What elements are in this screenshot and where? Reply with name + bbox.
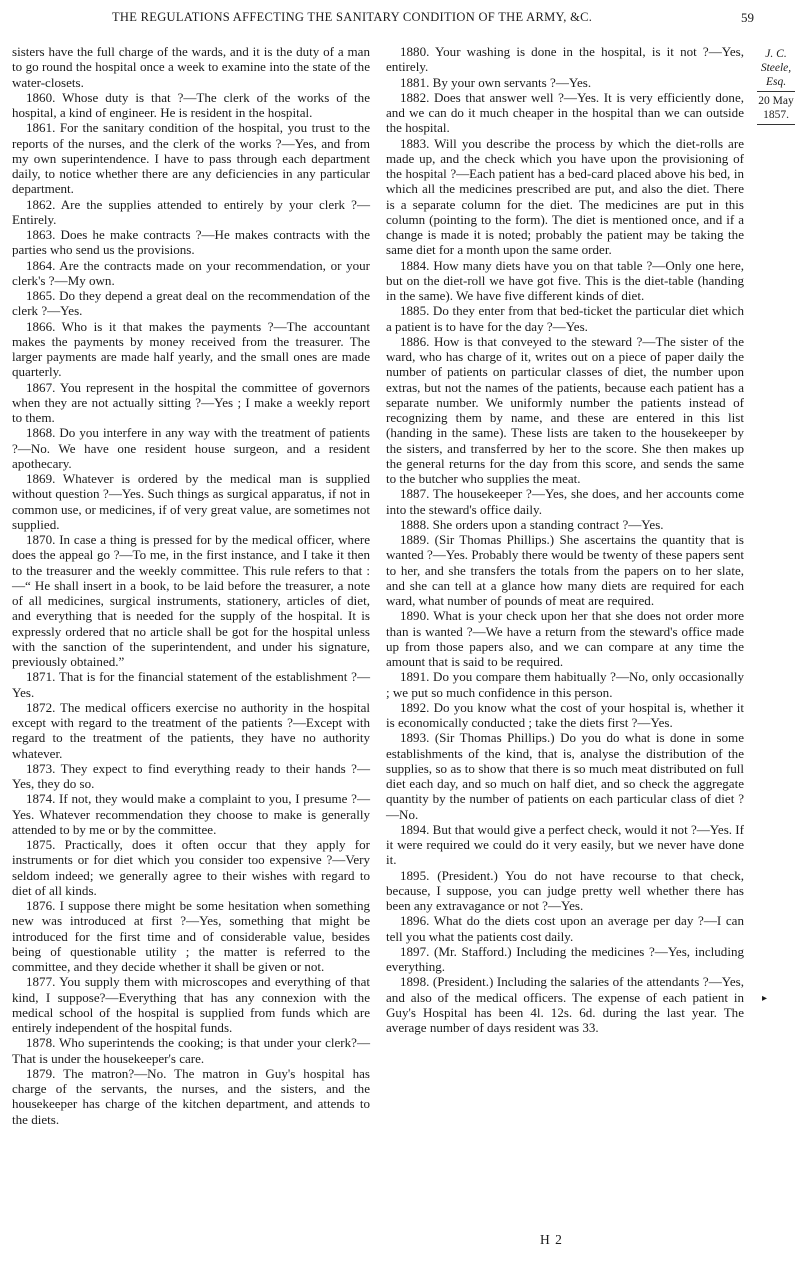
running-title: THE REGULATIONS AFFECTING THE SANITARY CONDITION OF THE ARMY, &C. (112, 10, 593, 24)
evidence-paragraph: 1895. (President.) You do not have recourse to that check, because, I suppose, you can judge pretty well whether there has been any extravagance or not ?—Yes. (386, 867, 744, 913)
evidence-paragraph: 1885. Do they enter from that bed-ticket the particular diet which a patient is to have for the day ?—Yes. (386, 303, 744, 334)
evidence-paragraph: 1880. Your washing is done in the hospital, is it not ?—Yes, entirely. (386, 44, 744, 75)
evidence-paragraph: 1865. Do they depend a great deal on the recommendation of the clerk ?—Yes. (12, 288, 370, 319)
evidence-paragraph: 1884. How many diets have you on that table ?—Only one here, but on the diet-roll we have got five. This is the diet-table (handing in the same). We have five different kinds of diet. (386, 257, 744, 303)
evidence-paragraph: 1868. Do you interfere in any way with the treatment of patients ?—No. We have one resident house surgeon, and a resident apothecary. (12, 425, 370, 471)
evidence-paragraph: 1871. That is for the financial statement of the establishment ?—Yes. (12, 669, 370, 700)
evidence-paragraph: 1892. Do you know what the cost of your hospital is, whether it is economically conducted ; take the diets first ?—Yes. (386, 699, 744, 730)
witness-suffix: Esq. (765, 76, 787, 88)
witness-name: J. C. Steele, (760, 48, 792, 74)
sidenote-rule (757, 124, 795, 125)
witness-sidenote (752, 47, 800, 127)
evidence-paragraph: 1898. (President.) Including the salaries of the attendants ?—Yes, and also of the medical officers. The expense of each patient in Guy's Hospital has been 4l. 12s. 6d. during the last year. The average number of days resident was 33. (386, 974, 744, 1035)
evidence-paragraph: 1869. Whatever is ordered by the medical man is supplied without question ?—Yes. Such things as surgical apparatus, if not in common use, or medicines, if of very great value, are sometimes not supplied. (12, 471, 370, 532)
evidence-paragraph: sisters have the full charge of the wards, and it is the duty of a man to go round the hospital once a week to examine into the state of the water-closets. (12, 44, 370, 90)
evidence-paragraph: 1861. For the sanitary condition of the hospital, you trust to the reports of the nurses, and the clerk of the works ?—Yes, and from my own superintendence. I have to pass through each department daily, to notice whether there are any deficiencies in any particular department. (12, 120, 370, 197)
evidence-paragraph: 1872. The medical officers exercise no authority in the hospital except with regard to the treatment of the patients ?—Except with regard to the treatment of the patients, they have no authority whatever. (12, 699, 370, 761)
evidence-paragraph: 1890. What is your check upon her that she does not order more than is wanted ?—We have a return from the steward's office made up from those papers also, and we can compare at any time the amount that is said to be required. (386, 608, 744, 669)
evidence-paragraph: 1866. Who is it that makes the payments ?—The accountant makes the payments by money received from the treasurer. The larger payments are made half yearly, and the small ones are made quarterly. (12, 318, 370, 380)
margin-marker-icon: ▸ (762, 993, 768, 1004)
evidence-paragraph: 1894. But that would give a perfect check, would it not ?—Yes. If it were required we could do it very easily, but we never have done it. (386, 821, 744, 868)
evidence-paragraph: 1876. I suppose there might be some hesitation when something new was introduced at first ?—Yes, something that might be introduced for the first time and of considerable value, besides being of questionable utility ; the matter is referred to the committee, and they decide whether it shall be given or not. (12, 898, 370, 974)
evidence-paragraph: 1891. Do you compare them habitually ?—No, only occasionally ; we put so much confidence in this person. (386, 669, 744, 700)
evidence-paragraph: 1897. (Mr. Stafford.) Including the medicines ?—Yes, including everything. (386, 943, 744, 974)
evidence-paragraph: 1886. How is that conveyed to the steward ?—The sister of the ward, who has charge of it, writes out on a piece of paper daily the number of patients on particular classes of diet, the number upon extras, but not the names of the patients, because each patient has a separate number. We uniformly number the patients instead of recognizing them by name, and these are entered in this list (handing in the same). These lists are taken to the housekeeper by the sisters, and transferred by her to the score. She then makes up the general returns for the day from this score, and sends the same to the butcher who supplies the meat. (386, 333, 744, 486)
evidence-paragraph: 1888. She orders upon a standing contract ?—Yes. (400, 516, 664, 532)
running-head (12, 10, 754, 34)
evidence-paragraph: 1863. Does he make contracts ?—He makes contracts with the parties who send us the provisions. (12, 227, 370, 258)
right-column (386, 44, 744, 1035)
evidence-paragraph: 1887. The housekeeper ?—Yes, she does, and her accounts come into the steward's office daily. (386, 486, 744, 517)
evidence-paragraph: 1878. Who superintends the cooking; is that under your clerk?—That is under the housekeeper's care. (12, 1035, 370, 1066)
page-number: 59 (741, 10, 754, 25)
left-column (12, 44, 370, 1127)
evidence-paragraph: 1860. Whose duty is that ?—The clerk of the works of the hospital, a kind of engineer. He is resident in the hospital. (12, 89, 370, 120)
evidence-paragraph: 1889. (Sir Thomas Phillips.) She ascertains the quantity that is wanted ?—Yes. Probably there would be twenty of these papers sent to her, and she transfers the totals from the papers on to her slate, and she can tell at a glance how many diets are required for each ward, what number of pounds of meat are required. (386, 532, 744, 608)
evidence-paragraph: 1882. Does that answer well ?—Yes. It is very efficiently done, and we can do it much cheaper in the hospital than we can outside the hospital. (386, 89, 744, 136)
evidence-paragraph: 1862. Are the supplies attended to entirely by your clerk ?—Entirely. (12, 196, 370, 227)
evidence-paragraph: 1867. You represent in the hospital the committee of governors when they are not actually sitting ?—Yes ; I make a weekly report to them. (12, 379, 370, 425)
evidence-paragraph: 1883. Will you describe the process by which the diet-rolls are made up, and the check which you have upon the provisioning of the hospital ?—Each patient has a bed-card placed above his bed, in which all the medicines prescribed are put, and also the diet. There is a separate column for the diet. The medicines are put in this column (pointing to the form). The diet is mentioned once, and if a change is made it is noted; probably the patient may be taking the same diet for a month upon the same order. (386, 135, 744, 258)
evidence-paragraph: 1893. (Sir Thomas Phillips.) Do you do what is done in some establishments of the kind, that is, analyse the distribution of the supplies, so as to show that there is so much meat distributed on full diet each day, and so much on half diet, and so check the aggregate quantity by the number of patients on each particular class of diet ?—No. (386, 730, 744, 822)
evidence-paragraph: 1864. Are the contracts made on your recommendation, or your clerk's ?—My own. (12, 257, 370, 288)
evidence-paragraph: 1870. In case a thing is pressed for by the medical officer, where does the appeal go ?—To me, in the first instance, and I take it then to the treasurer and the weekly committee. This rule refers to that :—“ He shall insert in a book, to be laid before the treasurer, a note of all medicines, surgical instruments, stationery, articles of diet, and everything that is needed for the supply of the hospital. It is expressly ordered that no article shall be got for the hospital unless with the sanction of the superintendent, and under his signature, previously obtained.” (12, 532, 370, 669)
evidence-paragraph: 1875. Practically, does it often occur that they apply for instruments or for diet which you consider too expensive ?—Very seldom indeed; we generally agree to their wishes with regard to diet of all kinds. (12, 837, 370, 898)
signature-mark: H 2 (540, 1232, 563, 1247)
evidence-paragraph: 1877. You supply them with microscopes and everything of that kind, I suppose?—Everything that has any connexion with the medical school of the hospital is supplied from funds which are entirely independent of the hospital funds. (12, 974, 370, 1035)
evidence-paragraph: 1881. By your own servants ?—Yes. (400, 74, 592, 90)
evidence-date: 20 May 1857. (758, 95, 794, 121)
evidence-paragraph: 1879. The matron?—No. The matron in Guy's hospital has charge of the servants, the nurses, and the sisters, and the housekeeper has charge of the kitchen department, and attends to the diets. (12, 1065, 370, 1127)
sidenote-rule (757, 91, 795, 92)
evidence-paragraph: 1874. If not, they would make a complaint to you, I presume ?—Yes. Whatever recommendation they choose to make is generally attended to by me or by the committee. (12, 791, 370, 837)
evidence-paragraph: 1873. They expect to find everything ready to their hands ?—Yes, they do so. (12, 760, 370, 791)
evidence-paragraph: 1896. What do the diets cost upon an average per day ?—I can tell you what the patients cost daily. (386, 913, 744, 944)
